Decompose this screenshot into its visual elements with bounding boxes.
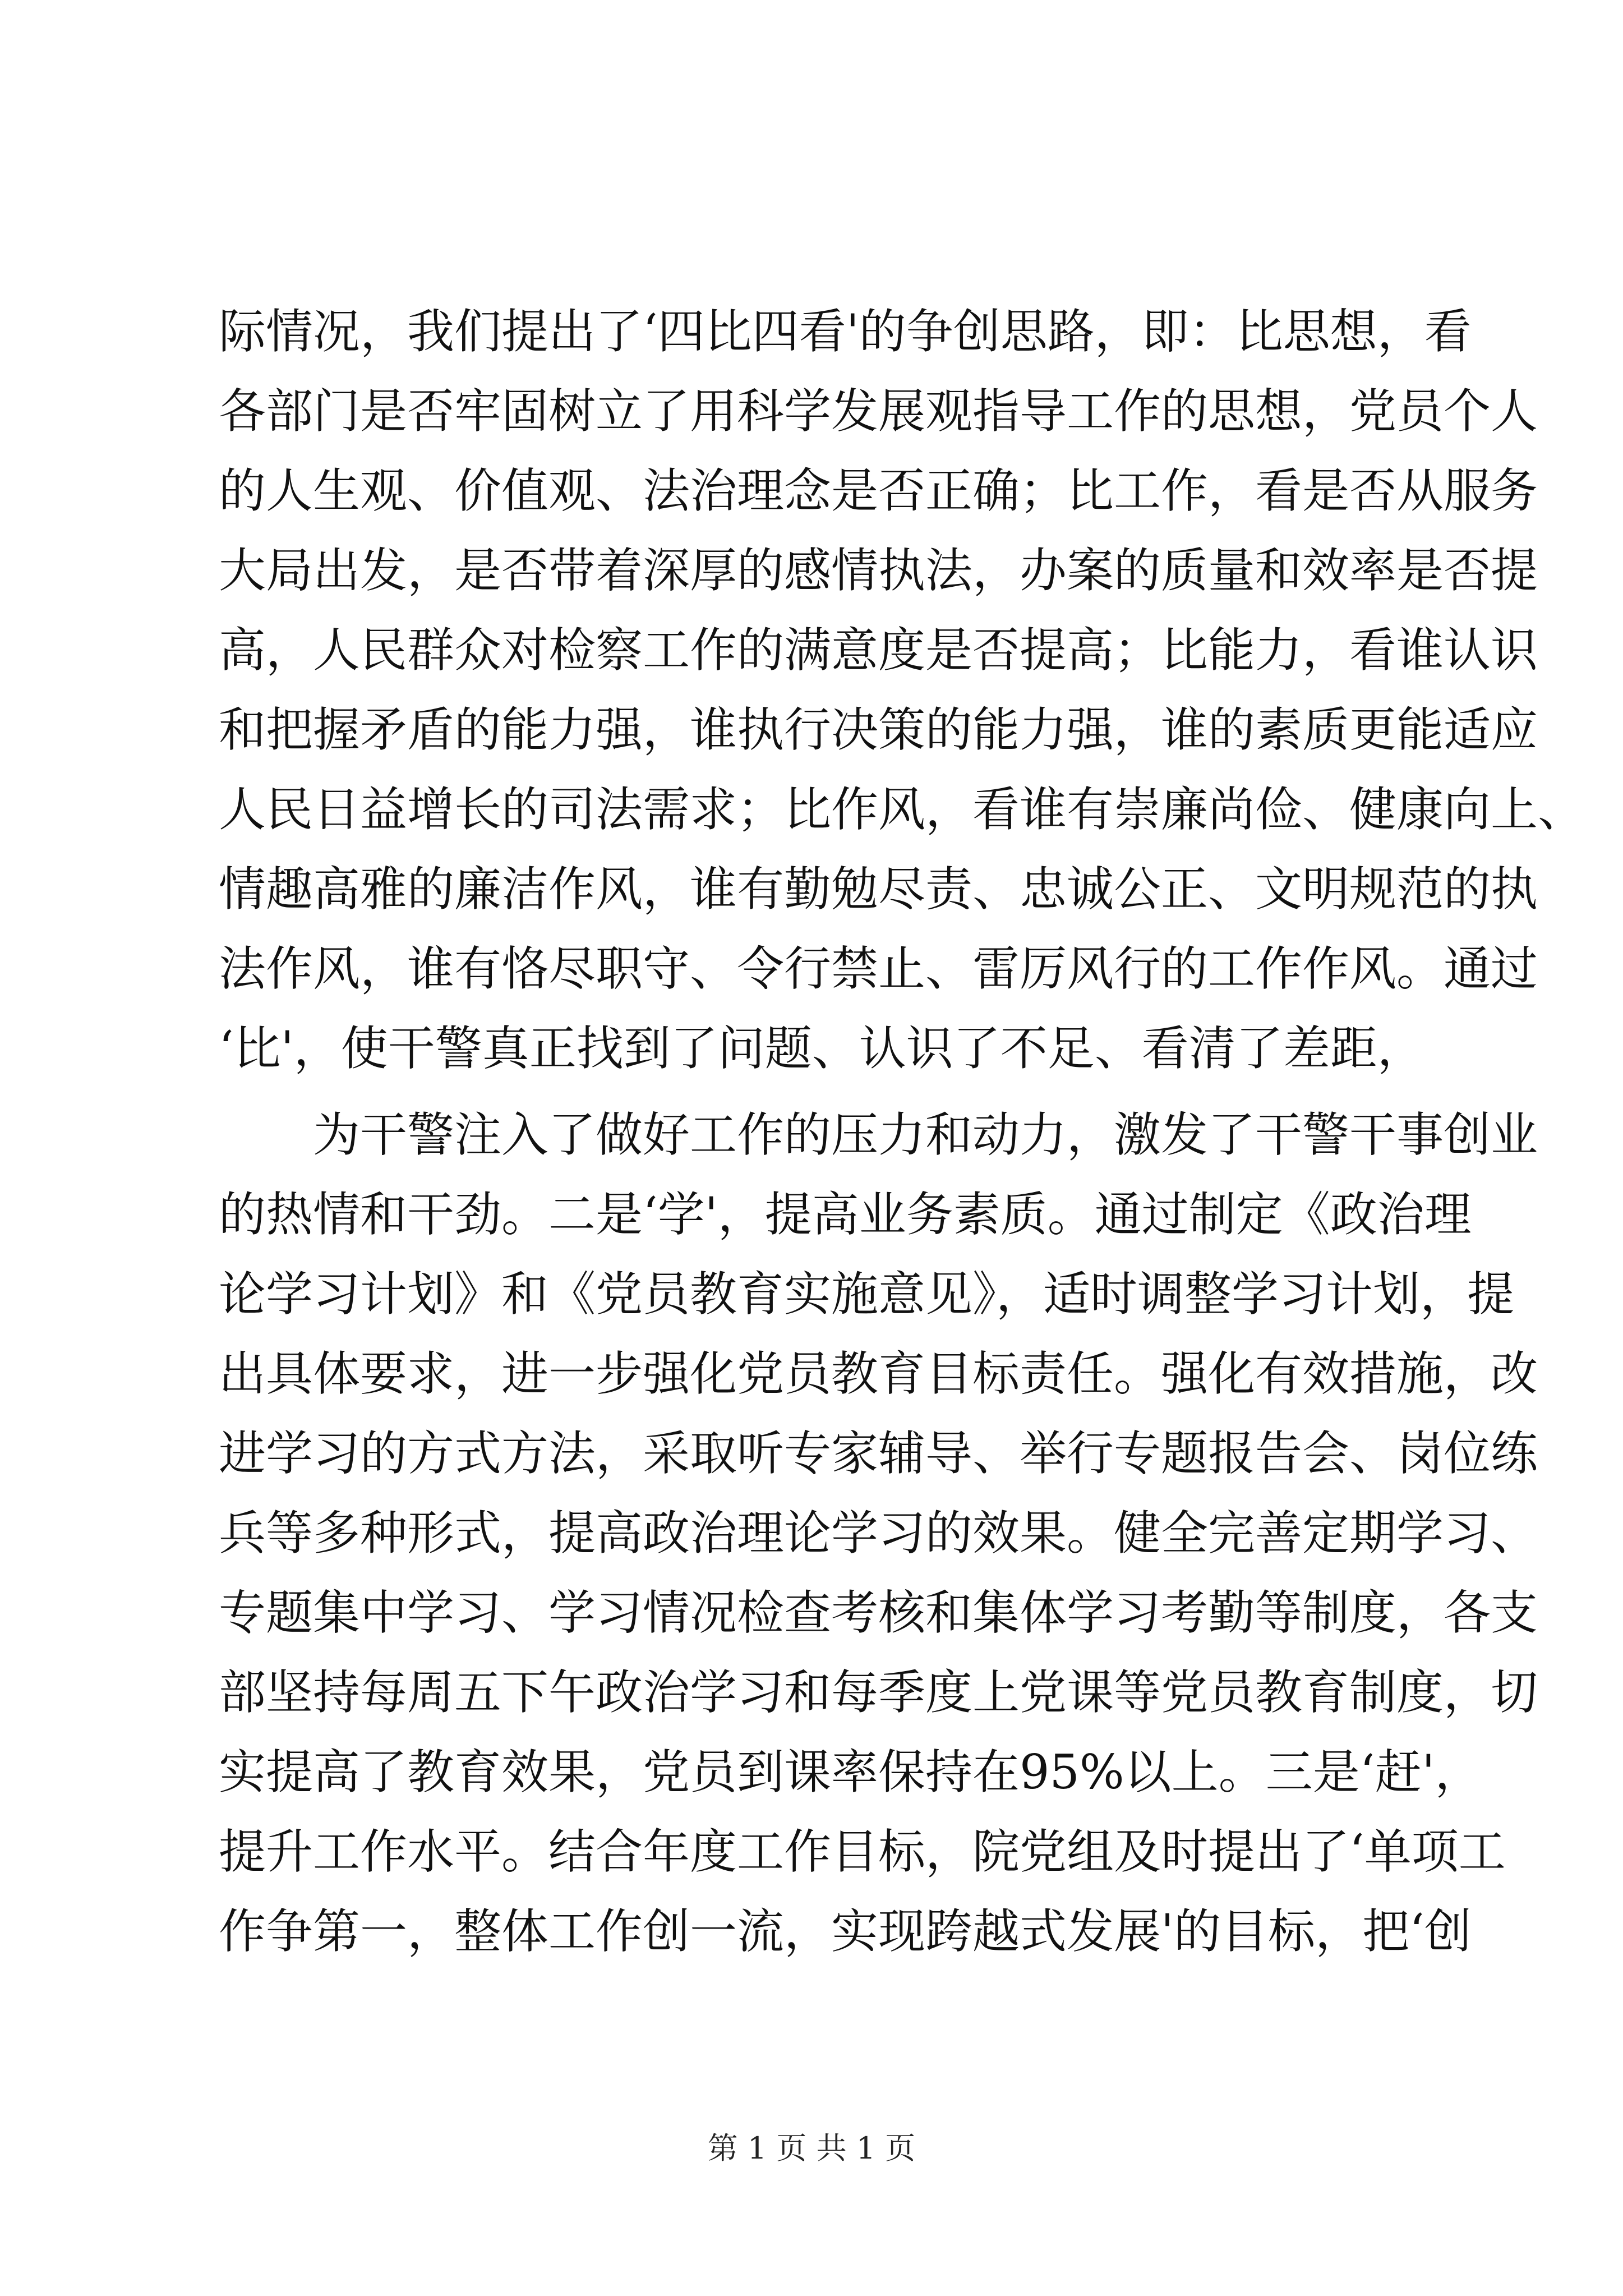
text-line: 情趣高雅的廉洁作风，谁有勤勉尽责、忠诚公正、文明规范的执	[219, 862, 1538, 917]
text-line: 和把握矛盾的能力强，谁执行决策的能力强，谁的素质更能适应	[219, 702, 1538, 757]
text-line: 高，人民群众对检察工作的满意度是否提高；比能力，看谁认识	[219, 623, 1538, 678]
text-line: 出具体要求，进一步强化党员教育目标责任。强化有效措施，改	[219, 1346, 1538, 1401]
text-line: 实提高了教育效果，党员到课率保持在95%以上。三是‘赶'，	[219, 1745, 1482, 1800]
text-line: 提升工作水平。结合年度工作目标，院党组及时提出了‘单项工	[219, 1824, 1506, 1879]
text-line: 各部门是否牢固树立了用科学发展观指导工作的思想，党员个人	[219, 384, 1538, 439]
document-body	[219, 292, 1585, 1971]
text-line: 人民日益增长的司法需求；比作风，看谁有崇廉尚俭、健康向上、	[219, 782, 1585, 837]
text-line: 大局出发，是否带着深厚的感情执法，办案的质量和效率是否提	[219, 543, 1538, 598]
text-line: 法作风，谁有恪尽职守、令行禁止、雷厉风行的工作作风。通过	[219, 941, 1538, 996]
text-line: 的热情和干劲。二是‘学'，提高业务素质。通过制定《政治理	[219, 1187, 1472, 1242]
text-line: 论学习计划》和《党员教育实施意见》，适时调整学习计划，提	[219, 1267, 1515, 1322]
text-line: 专题集中学习、学习情况检查考核和集体学习考勤等制度，各支	[219, 1585, 1538, 1640]
paragraph-1	[219, 292, 1585, 1088]
paragraph-2	[219, 1095, 1538, 1971]
page-footer	[0, 2126, 1623, 2171]
text-line: 作争第一，整体工作创一流，实现跨越式发展'的目标，把‘创	[219, 1904, 1472, 1959]
text-line: 兵等多种形式，提高政治理论学习的效果。健全完善定期学习、	[219, 1506, 1538, 1561]
text-line: 为干警注入了做好工作的压力和动力，激发了干警干事创业	[313, 1107, 1538, 1162]
text-line: 部坚持每周五下午政治学习和每季度上党课等党员教育制度，切	[219, 1665, 1538, 1720]
text-line: 的人生观、价值观、法治理念是否正确；比工作，看是否从服务	[219, 463, 1538, 518]
text-line: ‘比'，使干警真正找到了问题、认识了不足、看清了差距，	[219, 1021, 1424, 1076]
page-number-label: 第 1 页 共 1 页	[707, 2131, 916, 2166]
text-line: 进学习的方式方法，采取听专家辅导、举行专题报告会、岗位练	[219, 1426, 1538, 1481]
text-line: 际情况，我们提出了‘四比四看'的争创思路，即：比思想，看	[219, 304, 1472, 359]
